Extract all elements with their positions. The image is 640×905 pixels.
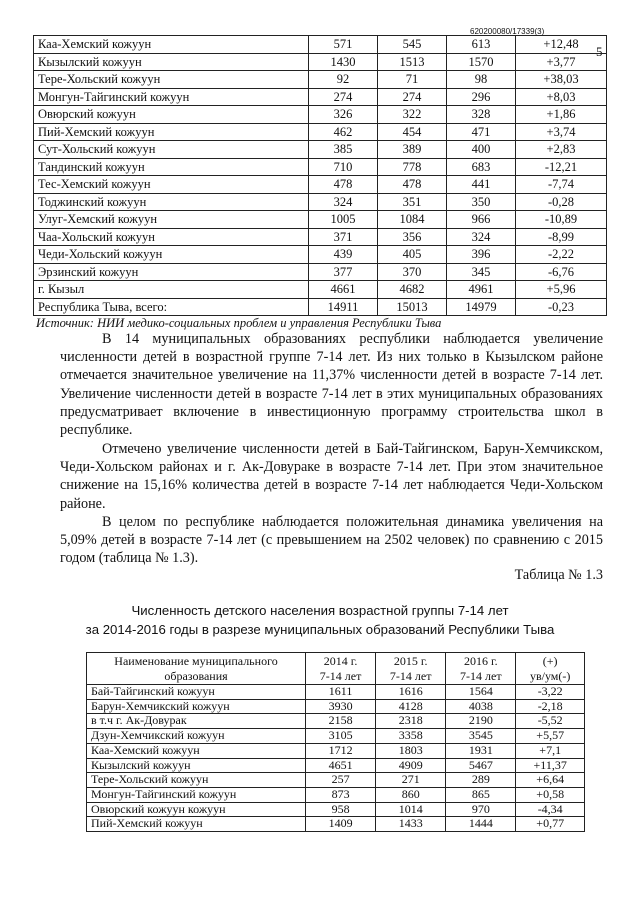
table-cell: г. Кызыл — [34, 281, 309, 299]
table-cell: +1,86 — [516, 106, 607, 124]
table-cell: 71 — [378, 71, 447, 89]
table-cell: 1005 — [309, 211, 378, 229]
table-cell: 3358 — [376, 729, 446, 744]
table-cell: +6,64 — [516, 773, 585, 788]
table-cell: 274 — [309, 88, 378, 106]
table-cell: -6,76 — [516, 263, 607, 281]
table-cell: +3,74 — [516, 123, 607, 141]
table-cell: 3105 — [306, 729, 376, 744]
header-line: Наименование муниципального — [114, 654, 278, 668]
header-line: 7-14 лет — [319, 669, 362, 683]
table-cell: +5,57 — [516, 729, 585, 744]
table-cell: -2,22 — [516, 246, 607, 264]
table-row — [34, 228, 607, 246]
table-cell: 439 — [309, 246, 378, 264]
table-cell: Республика Тыва, всего: — [34, 298, 309, 316]
table-cell: Эрзинский кожуун — [34, 263, 309, 281]
table-cell: 5467 — [446, 758, 516, 773]
table-cell: Барун-Хемчикский кожуун — [87, 699, 306, 714]
table-cell: +2,83 — [516, 141, 607, 159]
table-row — [34, 123, 607, 141]
table-cell: 1616 — [376, 685, 446, 700]
table-cell: 1611 — [306, 685, 376, 700]
table-cell: 274 — [378, 88, 447, 106]
paragraph-2: Отмечено увеличение численности детей в Бай-Тайгинском, Барун-Хемчикском, Чеди-Хольском районах и г. Ак-Довураке в возрасте 7-14 лет. При этом значительное снижение на 15,16% количества детей в возрасте 7-14 лет наблюдается Чеди-Хольском районе. — [60, 441, 603, 512]
table-row — [87, 758, 585, 773]
document-id: 620200080/17339(3) — [470, 27, 545, 36]
table-cell: 289 — [446, 773, 516, 788]
table-cell: 271 — [376, 773, 446, 788]
header-cell — [306, 653, 376, 685]
table-cell: 571 — [309, 36, 378, 54]
table-cell: 1430 — [309, 53, 378, 71]
table-cell: +38,03 — [516, 71, 607, 89]
table-row — [87, 743, 585, 758]
table-cell: -0,28 — [516, 193, 607, 211]
table-row — [87, 802, 585, 817]
table-cell: 98 — [447, 71, 516, 89]
table-cell: -2,18 — [516, 699, 585, 714]
table-cell: 3930 — [306, 699, 376, 714]
table-cell: 441 — [447, 176, 516, 194]
table-cell: 683 — [447, 158, 516, 176]
table-header-row — [87, 653, 585, 685]
table-cell: 970 — [446, 802, 516, 817]
table-cell: Пий-Хемский кожуун — [34, 123, 309, 141]
table-cell: Кызылский кожуун — [34, 53, 309, 71]
table-cell: +11,37 — [516, 758, 585, 773]
table-cell: 370 — [378, 263, 447, 281]
table-cell: 778 — [378, 158, 447, 176]
table-cell: +0,77 — [516, 817, 585, 832]
header-line: 2016 г. — [464, 654, 498, 668]
table-cell: 4961 — [447, 281, 516, 299]
table-cell: 1712 — [306, 743, 376, 758]
table-cell: 322 — [378, 106, 447, 124]
table-cell: 371 — [309, 228, 378, 246]
table-cell: +3,77 — [516, 53, 607, 71]
table-cell: 345 — [447, 263, 516, 281]
table-cell: 328 — [447, 106, 516, 124]
table-cell: 4682 — [378, 281, 447, 299]
header-line: 2014 г. — [323, 654, 358, 668]
table-cell: 958 — [306, 802, 376, 817]
table-cell: Дзун-Хемчикский кожуун — [87, 729, 306, 744]
table-title-line-2: за 2014-2016 годы в разрезе муниципальных образований Республики Тыва — [85, 622, 555, 637]
table-cell: Овюрский кожуун — [34, 106, 309, 124]
table-cell: 2158 — [306, 714, 376, 729]
table-cell: 873 — [306, 787, 376, 802]
table-cell: +5,96 — [516, 281, 607, 299]
table-row — [34, 158, 607, 176]
header-cell — [446, 653, 516, 685]
table-row — [34, 211, 607, 229]
table-cell: 377 — [309, 263, 378, 281]
table-cell: 92 — [309, 71, 378, 89]
table-cell: 326 — [309, 106, 378, 124]
table-cell: 454 — [378, 123, 447, 141]
table-cell: -10,89 — [516, 211, 607, 229]
table-cell: 1433 — [376, 817, 446, 832]
paragraph-1: В 14 муниципальных образованиях республики наблюдается увеличение численности детей в возрастной группе 7-14 лет. Из них только в Кызылском районе отмечается значительное увеличение на 11,37% численности детей в возрасте 7-14 лет. Увеличение численности детей в возрасте 7-14 лет в этих муниципальных образованиях предусматривает включение в инвестиционную программу строительства школ в республике. — [60, 331, 603, 439]
table-cell: 400 — [447, 141, 516, 159]
table-cell: +8,03 — [516, 88, 607, 106]
table-cell: Чеди-Хольский кожуун — [34, 246, 309, 264]
table-cell: -12,21 — [516, 158, 607, 176]
table-cell: 350 — [447, 193, 516, 211]
header-line: 7-14 лет — [460, 669, 502, 683]
table-cell: 710 — [309, 158, 378, 176]
table-cell: 396 — [447, 246, 516, 264]
table-row — [34, 246, 607, 264]
table-cell: 257 — [306, 773, 376, 788]
table-cell: Тес-Хемский кожуун — [34, 176, 309, 194]
table-row — [34, 281, 607, 299]
table-cell: 1931 — [446, 743, 516, 758]
table-cell: Каа-Хемский кожуун — [87, 743, 306, 758]
header-cell — [516, 653, 585, 685]
page-number: 5 — [596, 44, 603, 59]
table-cell: 3545 — [446, 729, 516, 744]
table-row — [34, 263, 607, 281]
table-cell: 4661 — [309, 281, 378, 299]
table-cell: Тере-Хольский кожуун — [34, 71, 309, 89]
table-cell: Тоджинский кожуун — [34, 193, 309, 211]
table-cell: 966 — [447, 211, 516, 229]
table-cell: 324 — [447, 228, 516, 246]
table-cell: 14911 — [309, 298, 378, 316]
table-cell: 1084 — [378, 211, 447, 229]
table-cell: 4038 — [446, 699, 516, 714]
table-cell: в т.ч г. Ак-Довурак — [87, 714, 306, 729]
table-source-note: Источник: НИИ медико-социальных проблем и управления Республики Тыва — [36, 316, 442, 330]
table-cell: 14979 — [447, 298, 516, 316]
table-cell: +7,1 — [516, 743, 585, 758]
header-line: 7-14 лет — [389, 669, 432, 683]
table-row — [87, 699, 585, 714]
table-cell: 405 — [378, 246, 447, 264]
header-cell — [87, 653, 306, 685]
header-line: (+) — [542, 654, 558, 668]
table-row — [34, 71, 607, 89]
table-cell: 4909 — [376, 758, 446, 773]
header-line: 2015 г. — [393, 654, 428, 668]
table-cell: -3,22 — [516, 685, 585, 700]
table-cell: 462 — [309, 123, 378, 141]
table-cell: 385 — [309, 141, 378, 159]
table-cell: 2190 — [446, 714, 516, 729]
table-cell: 296 — [447, 88, 516, 106]
table-cell: 478 — [378, 176, 447, 194]
table-cell: 1014 — [376, 802, 446, 817]
table-cell: Овюрский кожуун кожуун — [87, 802, 306, 817]
table-cell: 4651 — [306, 758, 376, 773]
header-cell — [376, 653, 446, 685]
table-cell: Монгун-Тайгинский кожуун — [34, 88, 309, 106]
table-cell: 613 — [447, 36, 516, 54]
table-cell: -4,34 — [516, 802, 585, 817]
table-cell: Улуг-Хемский кожуун — [34, 211, 309, 229]
table-cell: 1570 — [447, 53, 516, 71]
table-row — [34, 36, 607, 54]
table-cell: Пий-Хемский кожуун — [87, 817, 306, 832]
table-row — [34, 193, 607, 211]
table-row — [34, 53, 607, 71]
table-row — [34, 298, 607, 316]
table-cell: 1409 — [306, 817, 376, 832]
table-cell: 351 — [378, 193, 447, 211]
table-cell: 860 — [376, 787, 446, 802]
table-cell: 865 — [446, 787, 516, 802]
table-row — [34, 88, 607, 106]
table-cell: 478 — [309, 176, 378, 194]
table-cell: -5,52 — [516, 714, 585, 729]
table-cell: 471 — [447, 123, 516, 141]
table-cell: Каа-Хемский кожуун — [34, 36, 309, 54]
table-cell: 15013 — [378, 298, 447, 316]
table-cell: Сут-Хольский кожуун — [34, 141, 309, 159]
table-cell: 4128 — [376, 699, 446, 714]
table-cell: Тере-Хольский кожуун — [87, 773, 306, 788]
table-cell: 1513 — [378, 53, 447, 71]
table-cell: 1564 — [446, 685, 516, 700]
table-title-line-1: Численность детского населения возрастной группы 7-14 лет — [131, 603, 509, 618]
table-row — [87, 773, 585, 788]
table-cell: Монгун-Тайгинский кожуун — [87, 787, 306, 802]
table-cell: Кызылский кожуун — [87, 758, 306, 773]
paragraph-3: В целом по республике наблюдается положительная динамика увеличения на 5,09% детей в возрасте 7-14 лет (с превышением на 2502 человек) по сравнению с 2015 годом (таблица № 1.3). — [60, 514, 603, 567]
table-row — [34, 106, 607, 124]
table-row — [87, 729, 585, 744]
population-table-continued — [33, 35, 607, 316]
table-row — [87, 685, 585, 700]
table-row — [34, 141, 607, 159]
table-cell: Бай-Тайгинский кожуун — [87, 685, 306, 700]
table-cell: +0,58 — [516, 787, 585, 802]
table-cell: +12,48 — [516, 36, 607, 54]
table-cell: 545 — [378, 36, 447, 54]
table-cell: -8,99 — [516, 228, 607, 246]
table-row — [87, 817, 585, 832]
table-cell: 324 — [309, 193, 378, 211]
table-number: Таблица № 1.3 — [514, 567, 603, 583]
table-cell: -7,74 — [516, 176, 607, 194]
table-row — [87, 787, 585, 802]
table-cell: 389 — [378, 141, 447, 159]
header-line: ув/ум(-) — [529, 669, 571, 683]
table-cell: 356 — [378, 228, 447, 246]
table-cell: Чаа-Хольский кожуун — [34, 228, 309, 246]
table-row — [87, 714, 585, 729]
table-row — [34, 176, 607, 194]
header-line: образования — [164, 669, 228, 683]
table-cell: 2318 — [376, 714, 446, 729]
children-population-table — [86, 652, 585, 832]
table-cell: 1803 — [376, 743, 446, 758]
table-cell: Тандинский кожуун — [34, 158, 309, 176]
table-cell: 1444 — [446, 817, 516, 832]
table-cell: -0,23 — [516, 298, 607, 316]
